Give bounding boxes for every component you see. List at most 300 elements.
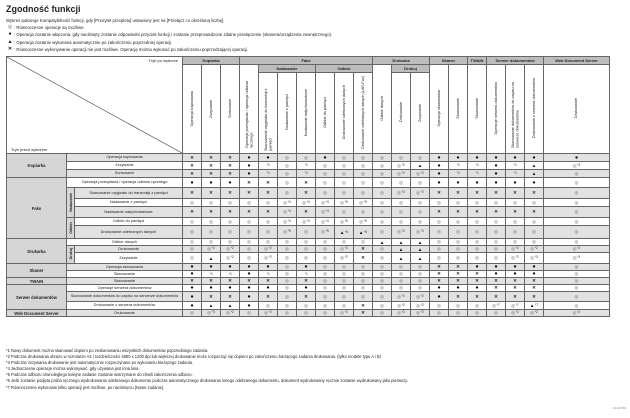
circle-ok-icon: ◎ xyxy=(342,179,346,185)
table-row xyxy=(7,154,610,162)
circle-ok-icon: ◎ xyxy=(418,285,422,290)
col-header: Zszywanie xyxy=(202,65,221,154)
compat-cell xyxy=(221,253,240,264)
circle-ok-icon: ◎ xyxy=(323,293,327,299)
circle-ok-icon: ◎ xyxy=(397,310,402,315)
compat-cell xyxy=(544,226,610,239)
compat-cell xyxy=(297,154,316,162)
cross-icon: ✕ xyxy=(190,170,194,176)
circle-ok-icon: ◎ xyxy=(513,199,517,205)
col-group-skaner: Skaner xyxy=(430,57,468,65)
col-header: Skanowanie dokumentów do zapisu na serwerze dokumentów xyxy=(506,65,525,154)
circle-ok-icon: ◎ xyxy=(285,239,289,244)
compat-cell xyxy=(525,178,544,188)
cross-icon: ✕ xyxy=(228,209,232,214)
compat-cell xyxy=(430,310,449,317)
circle-ok-icon: ◎ xyxy=(247,199,251,205)
footnote-ref: *2 xyxy=(230,310,234,314)
circle-ok-icon: ◎ xyxy=(397,170,402,176)
circle-ok-icon: ◎ xyxy=(359,218,364,224)
triangle-icon: ▲ xyxy=(529,303,535,308)
compat-cell xyxy=(487,253,506,264)
compat-cell xyxy=(544,178,610,188)
compat-cell xyxy=(202,302,221,310)
footnote-ref: *5 xyxy=(344,218,348,223)
compat-cell xyxy=(449,226,468,239)
footnote-ref: *5 xyxy=(287,229,291,233)
circle-ok-icon: ◎ xyxy=(532,229,536,234)
filled-dot-icon: ● xyxy=(574,154,579,161)
circle-ok-icon: ◎ xyxy=(304,255,308,260)
row-label: Zszywanie xyxy=(75,253,183,264)
circle-ok-icon: ◎ xyxy=(342,239,346,244)
compat-cell xyxy=(525,226,544,239)
filled-dot-icon: ● xyxy=(494,162,498,169)
circle-ok-icon: ◎ xyxy=(399,271,403,276)
filled-dot-icon: ● xyxy=(494,170,498,177)
filled-dot-icon: ● xyxy=(247,162,251,169)
footnote-ref: *2 xyxy=(577,310,581,314)
compat-cell xyxy=(544,278,610,285)
compat-cell xyxy=(240,253,259,264)
compat-cell xyxy=(297,264,316,271)
compat-cell xyxy=(316,246,335,253)
compat-cell xyxy=(468,162,487,170)
compat-cell xyxy=(316,271,335,278)
compat-cell xyxy=(430,207,449,218)
circle-ok-icon: ◎ xyxy=(574,271,579,276)
table-corner xyxy=(7,57,183,154)
circle-ok-icon: ◎ xyxy=(380,264,384,269)
compat-cell xyxy=(183,271,202,278)
compat-cell xyxy=(544,188,610,199)
filled-dot-icon: ● xyxy=(8,31,12,38)
compat-cell xyxy=(392,246,411,253)
compat-cell xyxy=(259,264,278,271)
circle-ok-icon: ◎ xyxy=(380,271,384,276)
compat-cell xyxy=(221,170,240,178)
compat-cell xyxy=(202,162,221,170)
compat-cell xyxy=(525,292,544,302)
compat-cell xyxy=(316,207,335,218)
compat-cell xyxy=(544,271,610,278)
col-header: Zszywanie xyxy=(411,73,430,154)
circle-ok-icon: ◎ xyxy=(574,302,579,308)
circle-ok-icon: ◎ xyxy=(574,170,579,176)
compat-cell xyxy=(487,170,506,178)
compat-cell xyxy=(221,271,240,278)
compat-cell xyxy=(468,188,487,199)
circle-ok-icon: ◎ xyxy=(342,154,346,160)
cross-icon: ✕ xyxy=(475,271,479,276)
filled-dot-icon: ● xyxy=(437,162,441,169)
table-row xyxy=(7,226,610,239)
footnote: *6 Jeśli zostanie podjęta próba ręcznego wydrukowania odebranego dokumentu podczas automatycznego drukowania innego odebranego dokumentu, dokument wydrukowany ręcznie zostanie wydrukowany jako pierwszy. xyxy=(6,378,409,384)
compat-cell xyxy=(411,310,430,317)
table-row xyxy=(7,170,610,178)
circle-ok-icon: ◎ xyxy=(380,170,384,176)
circle-ok-icon: ◎ xyxy=(342,293,346,299)
compat-cell xyxy=(316,226,335,239)
filled-dot-icon: ● xyxy=(304,264,308,270)
circle-ok-icon: ◎ xyxy=(321,199,326,205)
circle-ok-icon: ◎ xyxy=(361,271,365,276)
compat-cell xyxy=(297,178,316,188)
footnote-ref: *1 xyxy=(304,271,308,276)
cross-icon: ✕ xyxy=(190,209,194,214)
row-group-label: Web Document Server xyxy=(7,310,67,317)
footnote-ref: *1 xyxy=(209,271,213,276)
cross-icon: ✕ xyxy=(228,190,232,195)
circle-ok-icon: ◎ xyxy=(399,285,403,290)
compat-cell xyxy=(278,292,297,302)
cross-icon: ✕ xyxy=(494,190,498,195)
compat-cell xyxy=(202,239,221,246)
filled-dot-icon: ● xyxy=(456,154,460,161)
row-label: Operacje serwera dokumentów xyxy=(67,285,183,292)
compat-cell xyxy=(259,246,278,253)
compat-cell xyxy=(430,162,449,170)
compat-cell xyxy=(221,199,240,207)
cross-icon: ✕ xyxy=(532,278,536,283)
cross-icon: ✕ xyxy=(304,179,308,185)
circle-ok-icon: ◎ xyxy=(574,209,579,214)
compat-cell xyxy=(354,264,373,271)
footnote-ref: *4 xyxy=(287,218,291,223)
filled-dot-icon: ● xyxy=(437,285,441,291)
compat-cell xyxy=(487,285,506,292)
filled-dot-icon: ● xyxy=(513,154,517,161)
circle-ok-icon: ◎ xyxy=(361,239,365,244)
filled-dot-icon: ● xyxy=(494,154,498,161)
compat-cell xyxy=(259,278,278,285)
footnote-ref: *2 xyxy=(230,255,234,259)
compat-cell xyxy=(525,218,544,226)
compat-cell xyxy=(354,239,373,246)
compat-cell xyxy=(468,239,487,246)
circle-ok-icon: ◎ xyxy=(572,246,577,251)
circle-ok-icon: ◎ xyxy=(361,154,365,160)
compat-cell xyxy=(202,226,221,239)
circle-ok-icon: ◎ xyxy=(456,255,460,260)
circle-ok-icon: ◎ xyxy=(456,229,460,234)
circle-ok-icon: ◎ xyxy=(323,190,327,195)
compat-cell xyxy=(487,292,506,302)
circle-ok-icon: ◎ xyxy=(226,255,231,260)
filled-dot-icon: ● xyxy=(247,264,251,270)
compat-cell xyxy=(354,188,373,199)
compat-cell xyxy=(335,264,354,271)
compat-cell xyxy=(449,162,468,170)
circle-ok-icon: ◎ xyxy=(418,209,422,214)
circle-ok-icon: ◎ xyxy=(416,229,421,234)
compat-cell xyxy=(506,162,525,170)
cross-icon: ✕ xyxy=(475,209,479,214)
circle-ok-icon: ◎ xyxy=(283,218,288,224)
circle-ok-icon: ◎ xyxy=(513,239,517,244)
triangle-icon: ▲ xyxy=(531,163,537,168)
compat-cell xyxy=(506,278,525,285)
compat-cell xyxy=(430,302,449,310)
compat-cell xyxy=(449,253,468,264)
filled-dot-icon: ● xyxy=(494,264,498,270)
compat-cell xyxy=(297,310,316,317)
col-header: Drukowanie xyxy=(544,65,610,154)
compat-cell xyxy=(525,285,544,292)
circle-ok-icon: ◎ xyxy=(416,170,421,176)
compat-cell xyxy=(183,253,202,264)
circle-ok-icon: ◎ xyxy=(511,310,516,315)
filled-dot-icon: ● xyxy=(190,302,194,309)
compat-cell xyxy=(202,264,221,271)
circle-ok-icon: ◎ xyxy=(380,179,384,185)
compat-cell xyxy=(449,199,468,207)
cross-icon: ✕ xyxy=(190,154,194,160)
circle-ok-icon: ◎ xyxy=(475,239,479,244)
compat-cell xyxy=(525,154,544,162)
compat-cell xyxy=(373,264,392,271)
circle-ok-icon: ◎ xyxy=(456,218,460,224)
filled-dot-icon: ● xyxy=(532,154,536,161)
triangle-icon: ▲ xyxy=(398,246,404,252)
compat-cell xyxy=(297,207,316,218)
footnote-ref: *2 xyxy=(515,310,519,314)
circle-ok-icon: ◎ xyxy=(416,310,421,315)
row-group-label: Skaner xyxy=(7,264,67,278)
cross-icon: ✕ xyxy=(209,190,213,195)
compat-cell xyxy=(373,154,392,162)
col-header: Operacja skanowania xyxy=(430,65,449,154)
compat-cell xyxy=(468,170,487,178)
circle-ok-icon: ◎ xyxy=(416,302,421,308)
compat-cell xyxy=(354,207,373,218)
cross-icon: ✕ xyxy=(209,278,213,283)
compat-cell xyxy=(411,292,430,302)
circle-ok-icon: ◎ xyxy=(247,310,251,315)
cross-icon: ✕ xyxy=(437,264,441,269)
circle-ok-icon: ◎ xyxy=(532,239,536,244)
filled-dot-icon: ● xyxy=(513,271,517,277)
compat-cell xyxy=(183,188,202,199)
circle-ok-icon: ◎ xyxy=(574,285,579,290)
filled-dot-icon: ● xyxy=(209,285,213,291)
cross-icon: ✕ xyxy=(247,179,251,185)
circle-ok-icon: ◎ xyxy=(572,310,577,315)
compat-cell xyxy=(487,154,506,162)
compat-cell xyxy=(506,253,525,264)
compat-cell xyxy=(544,218,610,226)
compat-cell xyxy=(392,226,411,239)
circle-ok-icon: ◎ xyxy=(456,310,460,315)
compat-cell xyxy=(411,199,430,207)
filled-dot-icon: ● xyxy=(228,285,232,291)
footnote-ref: *2 xyxy=(534,310,538,314)
compat-cell xyxy=(506,226,525,239)
footnote-ref: *4 xyxy=(287,209,291,213)
compat-cell xyxy=(430,253,449,264)
circle-ok-icon: ◎ xyxy=(418,271,422,276)
filled-dot-icon: ● xyxy=(190,285,194,291)
compat-cell xyxy=(411,154,430,162)
compat-cell xyxy=(316,310,335,317)
circle-ok-icon: ◎ xyxy=(380,246,384,251)
compat-cell xyxy=(506,199,525,207)
footnote-ref: *2 xyxy=(420,293,424,298)
compat-cell xyxy=(354,278,373,285)
compat-cell xyxy=(335,278,354,285)
circle-ok-icon: ◎ xyxy=(321,229,326,234)
filled-dot-icon: ● xyxy=(456,285,460,291)
footnote-ref: *2 xyxy=(515,255,519,259)
circle-ok-icon: ◎ xyxy=(494,229,498,234)
circle-ok-icon: ◎ xyxy=(340,199,345,205)
footnote: *3 Podczas zszywania drukowanie jest automatycznie rozpoczynane po wykonaniu bieżącego zadania. xyxy=(6,360,194,366)
footnote-ref: *3 xyxy=(577,162,581,167)
compat-cell xyxy=(240,271,259,278)
row-group-label: Faks xyxy=(7,178,67,239)
row-label: Operacja przesyłania / operacja odbioru ręcznego xyxy=(67,178,183,188)
cross-icon: ✕ xyxy=(209,154,213,160)
filled-dot-icon: ● xyxy=(437,170,441,177)
compat-cell xyxy=(487,199,506,207)
compat-cell xyxy=(430,264,449,271)
compat-cell xyxy=(411,253,430,264)
circle-ok-icon: ◎ xyxy=(266,302,270,308)
filled-dot-icon: ● xyxy=(247,271,251,277)
footnote-ref: *1 xyxy=(513,163,517,167)
circle-ok-icon: ◎ xyxy=(511,255,516,260)
compat-cell xyxy=(506,207,525,218)
table-row xyxy=(7,253,610,264)
compat-cell xyxy=(373,292,392,302)
footnote-ref: *7 xyxy=(534,303,539,307)
circle-ok-icon: ◎ xyxy=(323,246,327,251)
triangle-icon: ▲ xyxy=(417,239,423,245)
compat-cell xyxy=(316,154,335,162)
cross-icon: ✕ xyxy=(304,278,308,283)
footnote-ref: *5 xyxy=(363,199,367,204)
table-row xyxy=(7,302,610,310)
filled-dot-icon: ● xyxy=(228,264,232,270)
compat-cell xyxy=(525,207,544,218)
cross-icon: ✕ xyxy=(190,278,194,283)
footnote-ref: *1 xyxy=(513,171,517,175)
compat-cell xyxy=(525,271,544,278)
filled-dot-icon: ● xyxy=(323,154,327,161)
compat-cell xyxy=(278,162,297,170)
compat-cell xyxy=(335,207,354,218)
compat-cell xyxy=(335,199,354,207)
row-label: Skanowanie xyxy=(67,271,183,278)
compat-cell xyxy=(392,239,411,246)
footnote-ref: *2 xyxy=(420,170,424,175)
cross-icon: ✕ xyxy=(456,264,460,269)
circle-ok-icon: ◎ xyxy=(302,199,307,205)
row-label: Skanowanie dokumentów do zapisu na serwerze dokumentów xyxy=(67,292,183,302)
compat-cell xyxy=(202,271,221,278)
compat-cell xyxy=(506,239,525,246)
compat-cell xyxy=(373,188,392,199)
compat-cell xyxy=(392,285,411,292)
compat-cell xyxy=(335,162,354,170)
footnote-ref: *2 xyxy=(401,190,405,194)
circle-ok-icon: ◎ xyxy=(574,190,579,195)
compat-cell xyxy=(392,199,411,207)
compat-cell xyxy=(373,162,392,170)
circle-ok-icon: ◎ xyxy=(323,162,327,168)
compat-cell xyxy=(278,285,297,292)
footnote-ref: *1 xyxy=(266,163,270,167)
circle-ok-icon: ◎ xyxy=(226,310,231,315)
legend-item xyxy=(6,24,332,31)
footnote-ref: *2 xyxy=(344,255,348,259)
circle-ok-icon: ◎ xyxy=(283,229,288,234)
footnote-ref: *4 xyxy=(325,209,329,213)
compatibility-table xyxy=(6,56,610,317)
circle-ok-icon: ◎ xyxy=(494,255,498,260)
cross-icon: ✕ xyxy=(456,190,460,195)
cross-icon: ✕ xyxy=(304,190,308,195)
circle-ok-icon: ◎ xyxy=(342,209,346,214)
cross-icon: ✕ xyxy=(7,45,13,52)
compat-cell xyxy=(468,207,487,218)
compat-cell xyxy=(411,271,430,278)
footnote: *1 Nowy dokument można skanować dopiero po zeskanowaniu wszystkich dokumentów poprzedniego zadania. xyxy=(6,348,209,353)
circle-ok-icon: ◎ xyxy=(399,179,403,185)
compat-cell xyxy=(544,292,610,302)
compat-cell xyxy=(430,285,449,292)
circle-ok-icon: ◎ xyxy=(361,264,365,269)
filled-dot-icon: ● xyxy=(247,154,251,161)
compat-cell xyxy=(506,218,525,226)
row-subgroup-label: Drukuj xyxy=(67,246,75,264)
compat-cell xyxy=(468,154,487,162)
circle-ok-icon: ◎ xyxy=(437,255,441,260)
compat-cell xyxy=(544,199,610,207)
filled-dot-icon: ● xyxy=(266,154,270,161)
compat-cell xyxy=(259,207,278,218)
table-row xyxy=(7,178,610,188)
compat-cell xyxy=(316,239,335,246)
footnote-ref: *1 xyxy=(456,171,460,175)
filled-dot-icon: ● xyxy=(304,285,308,291)
footnote-ref: *2 xyxy=(401,302,405,307)
compat-cell xyxy=(183,246,202,253)
table-row xyxy=(7,246,610,253)
compat-cell xyxy=(411,188,430,199)
circle-ok-icon: ◎ xyxy=(190,218,194,224)
footnote-ref: *2 xyxy=(401,170,405,175)
circle-ok-icon: ◎ xyxy=(228,199,232,205)
circle-ok-icon: ◎ xyxy=(342,170,346,176)
compat-cell xyxy=(430,170,449,178)
compat-cell xyxy=(278,154,297,162)
cross-icon: ✕ xyxy=(456,271,460,276)
compat-cell xyxy=(183,199,202,207)
compat-cell xyxy=(506,170,525,178)
circle-ok-icon: ◎ xyxy=(283,209,288,214)
circle-ok-icon: ◎ xyxy=(361,162,365,168)
compat-cell xyxy=(240,170,259,178)
footnotes xyxy=(6,348,408,391)
compat-cell xyxy=(183,292,202,302)
compat-cell xyxy=(354,302,373,310)
col-group-faks: Faks xyxy=(240,57,373,65)
table-row xyxy=(7,278,610,285)
cross-icon: ✕ xyxy=(190,190,194,195)
circle-ok-icon: ◎ xyxy=(247,218,251,224)
compat-cell xyxy=(240,292,259,302)
